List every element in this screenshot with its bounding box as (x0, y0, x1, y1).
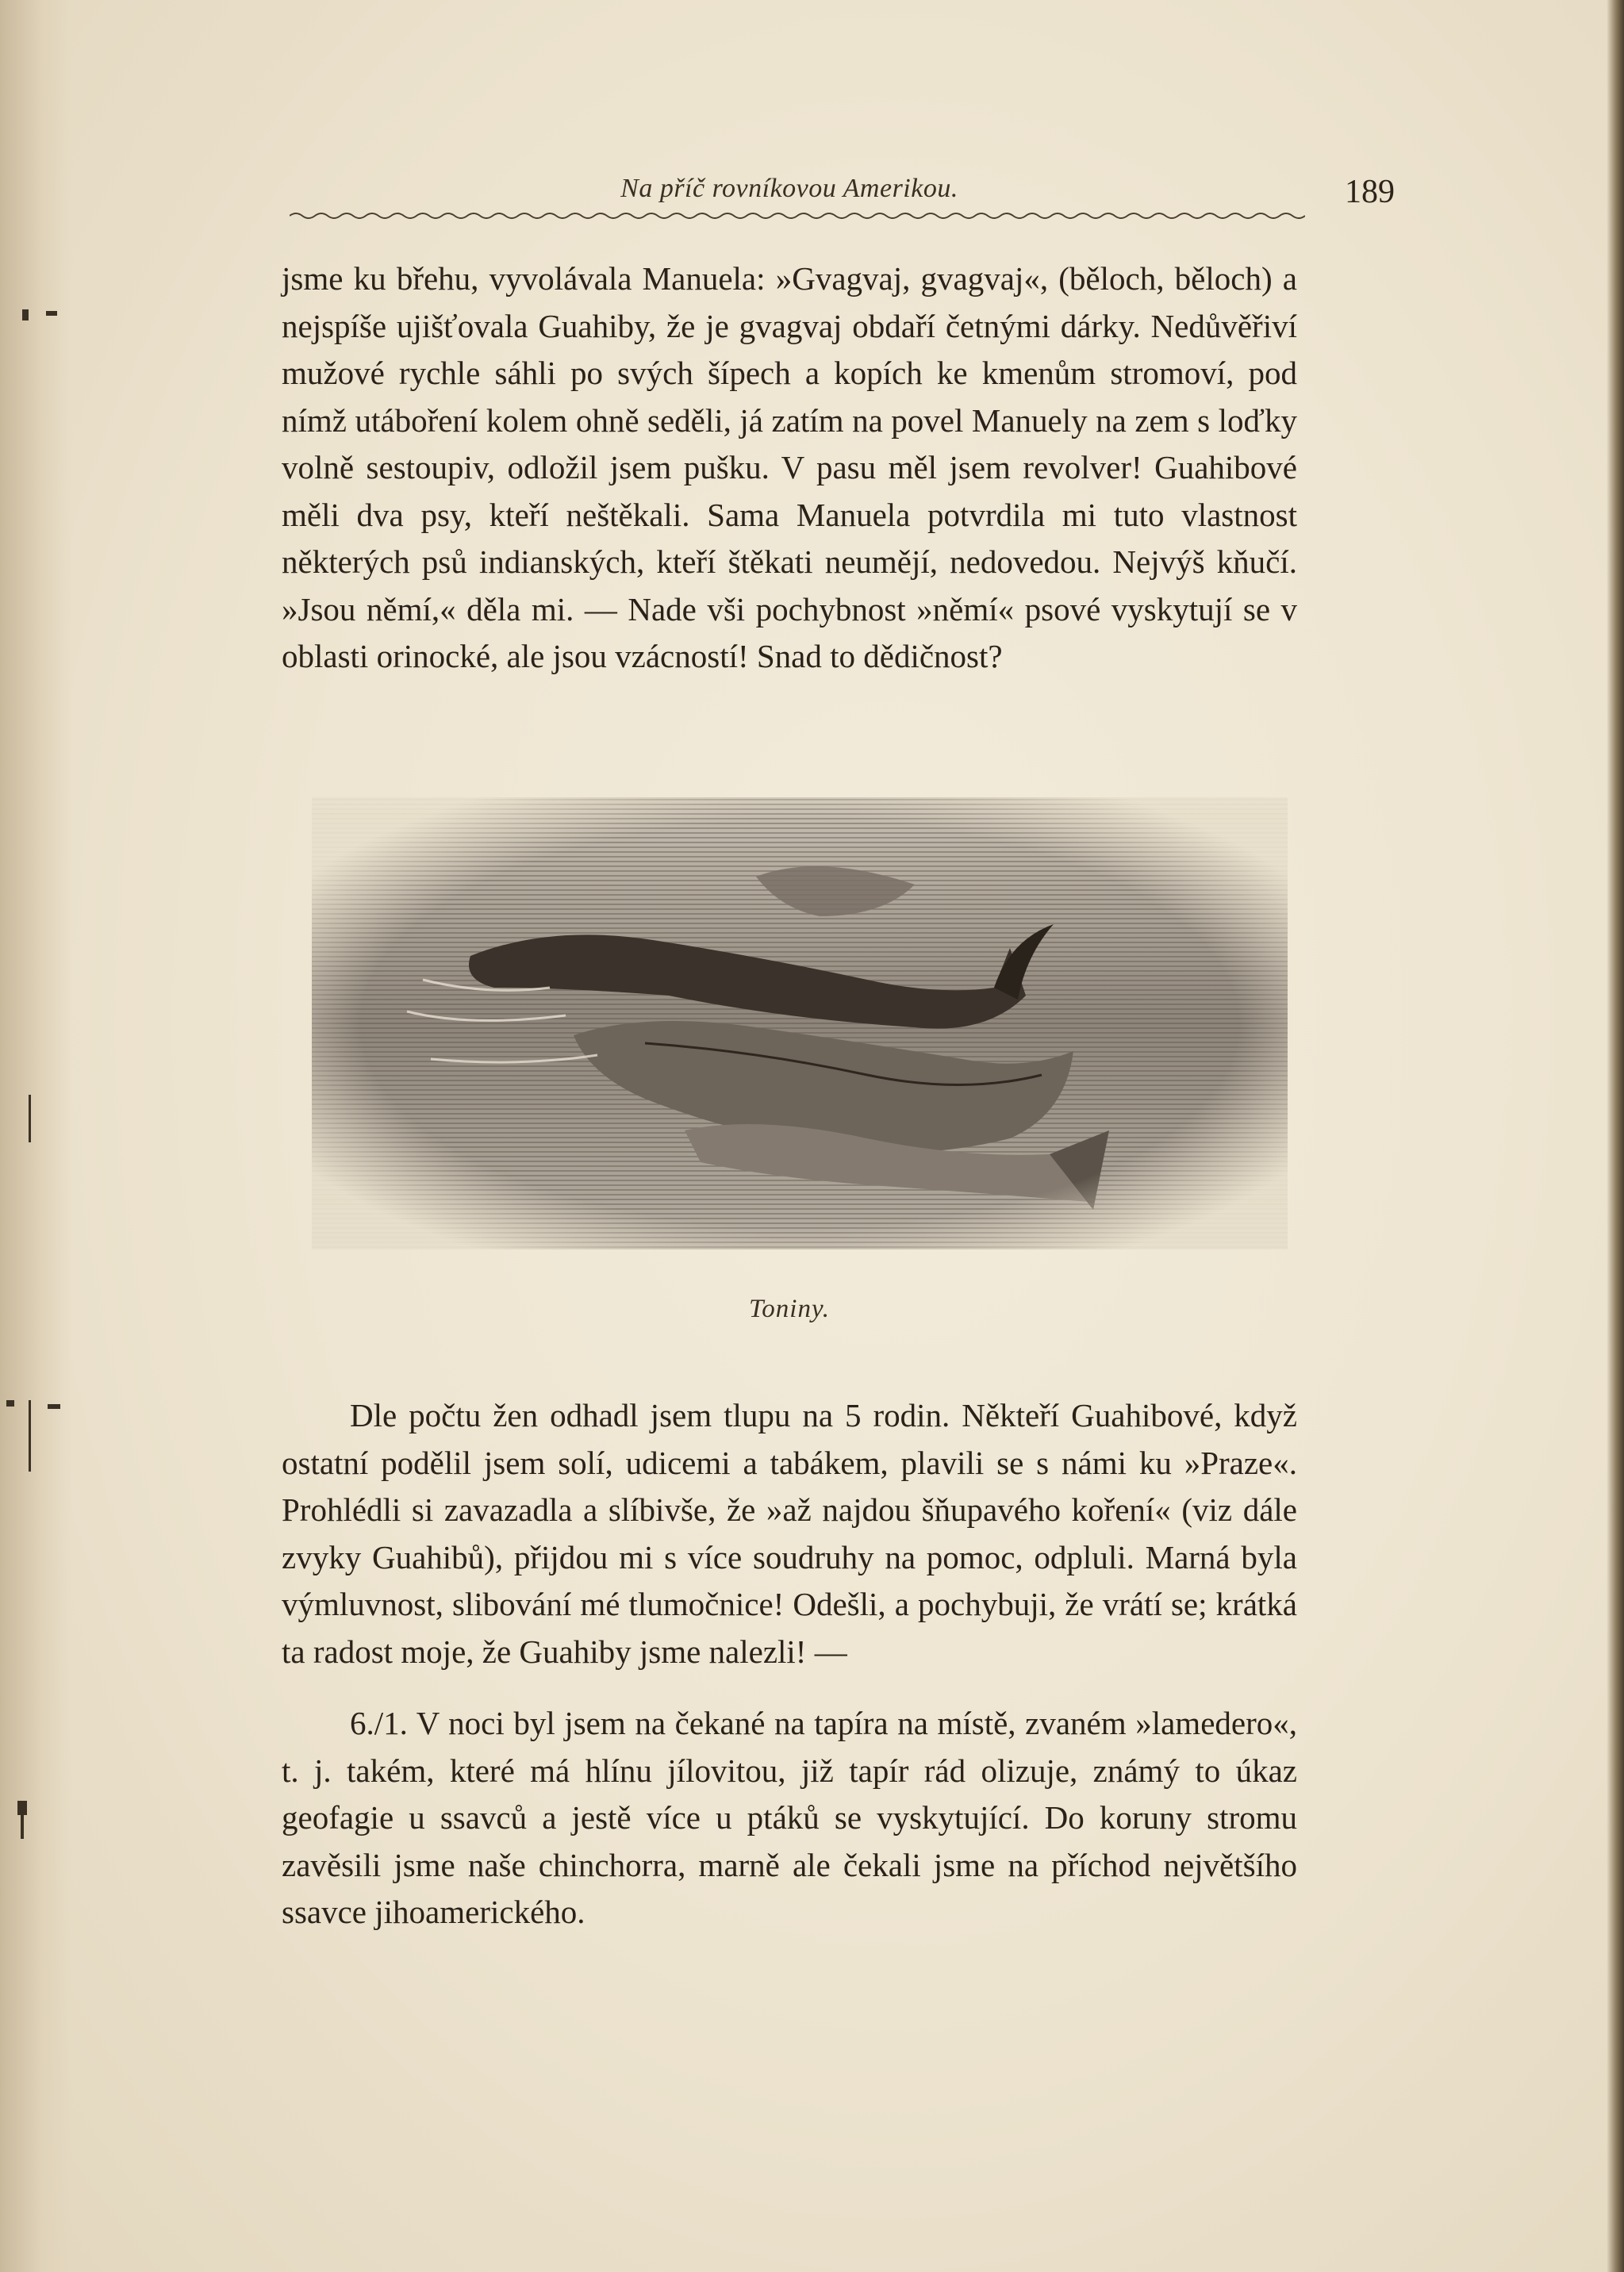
paragraph (282, 1700, 1297, 1936)
margin-mark (29, 1400, 31, 1472)
paragraph-text: Dle počtu žen odhadl jsem tlupu na 5 rodin. Někteří Guahibové, když ostatní podělil jsem solí, udicemi a tabákem, plavili se s námi ku »Praze«. Prohlédli si zavazadla a slíbivše, že »až najdou šňupavého koření« (viz dále zvyky Guahibů), přijdou mi s více soudruhy na pomoc, odpluli. Marná byla výmluvnost, slibování mé tlumočnice! Odešli, a pochybuji, že vrátí se; krátká ta radost moje, že Guahiby jsme nalezli! — (282, 1397, 1297, 1670)
page-edge (1607, 0, 1624, 2272)
paragraph (282, 1392, 1297, 1675)
margin-mark (6, 1400, 14, 1407)
margin-mark (21, 1815, 24, 1839)
spine-shadow (0, 0, 71, 2272)
margin-mark (48, 1404, 60, 1409)
figure-caption: Toniny. (748, 1295, 831, 1323)
margin-mark (29, 1095, 31, 1142)
paragraph-text: 6./1. V noci byl jsem na čekané na tapíra na místě, zvaném »lamedero«, t. j. takém, které má hlínu jílovitou, již tapír rád olizuje, známý to úkaz geofagie u ssavců a jestě více u ptáků se vyskytující. Do koruny stromu zavěsili jsme naše chinchorra, marně ale čekali jsme na příchod největšího ssavce jihoamerického. (282, 1705, 1297, 1930)
page-number: 189 (1345, 174, 1395, 210)
dolphins-engraving-icon (312, 797, 1288, 1249)
margin-mark (46, 311, 57, 316)
margin-mark (17, 1801, 27, 1815)
paragraph-text: jsme ku břehu, vyvolávala Manuela: »Gvagvaj, gvagvaj«, (běloch, běloch) a nejspíše ujišťovala Guahiby, že je gvagvaj obdaří četnými dárky. Nedůvěřiví mužové rychle sáhli po svých šípech a kopích ke kmenům stromoví, pod nímž utáboření kolem ohně seděli, já zatím na povel Manuely na zem s loďky volně sestoupiv, odložil jsem pušku. V pasu měl jsem revolver! Guahibové měli dva psy, kteří neštěkali. Sama Manuela potvrdila mi tuto vlastnost některých psů indianských, kteří štěkati neumějí, nedovedou. Nejvýš kňučí. »Jsou němí,« děla mi. — Nade vši pochybnost »němí« psové vyskytují se v oblasti orinocké, ale jsou vzácností! Snad to dědičnost? (282, 260, 1297, 674)
running-title: Na příč rovníkovou Amerikou. (620, 174, 958, 203)
paragraph (282, 255, 1297, 681)
header-rule (290, 208, 1305, 224)
margin-mark (22, 309, 29, 320)
